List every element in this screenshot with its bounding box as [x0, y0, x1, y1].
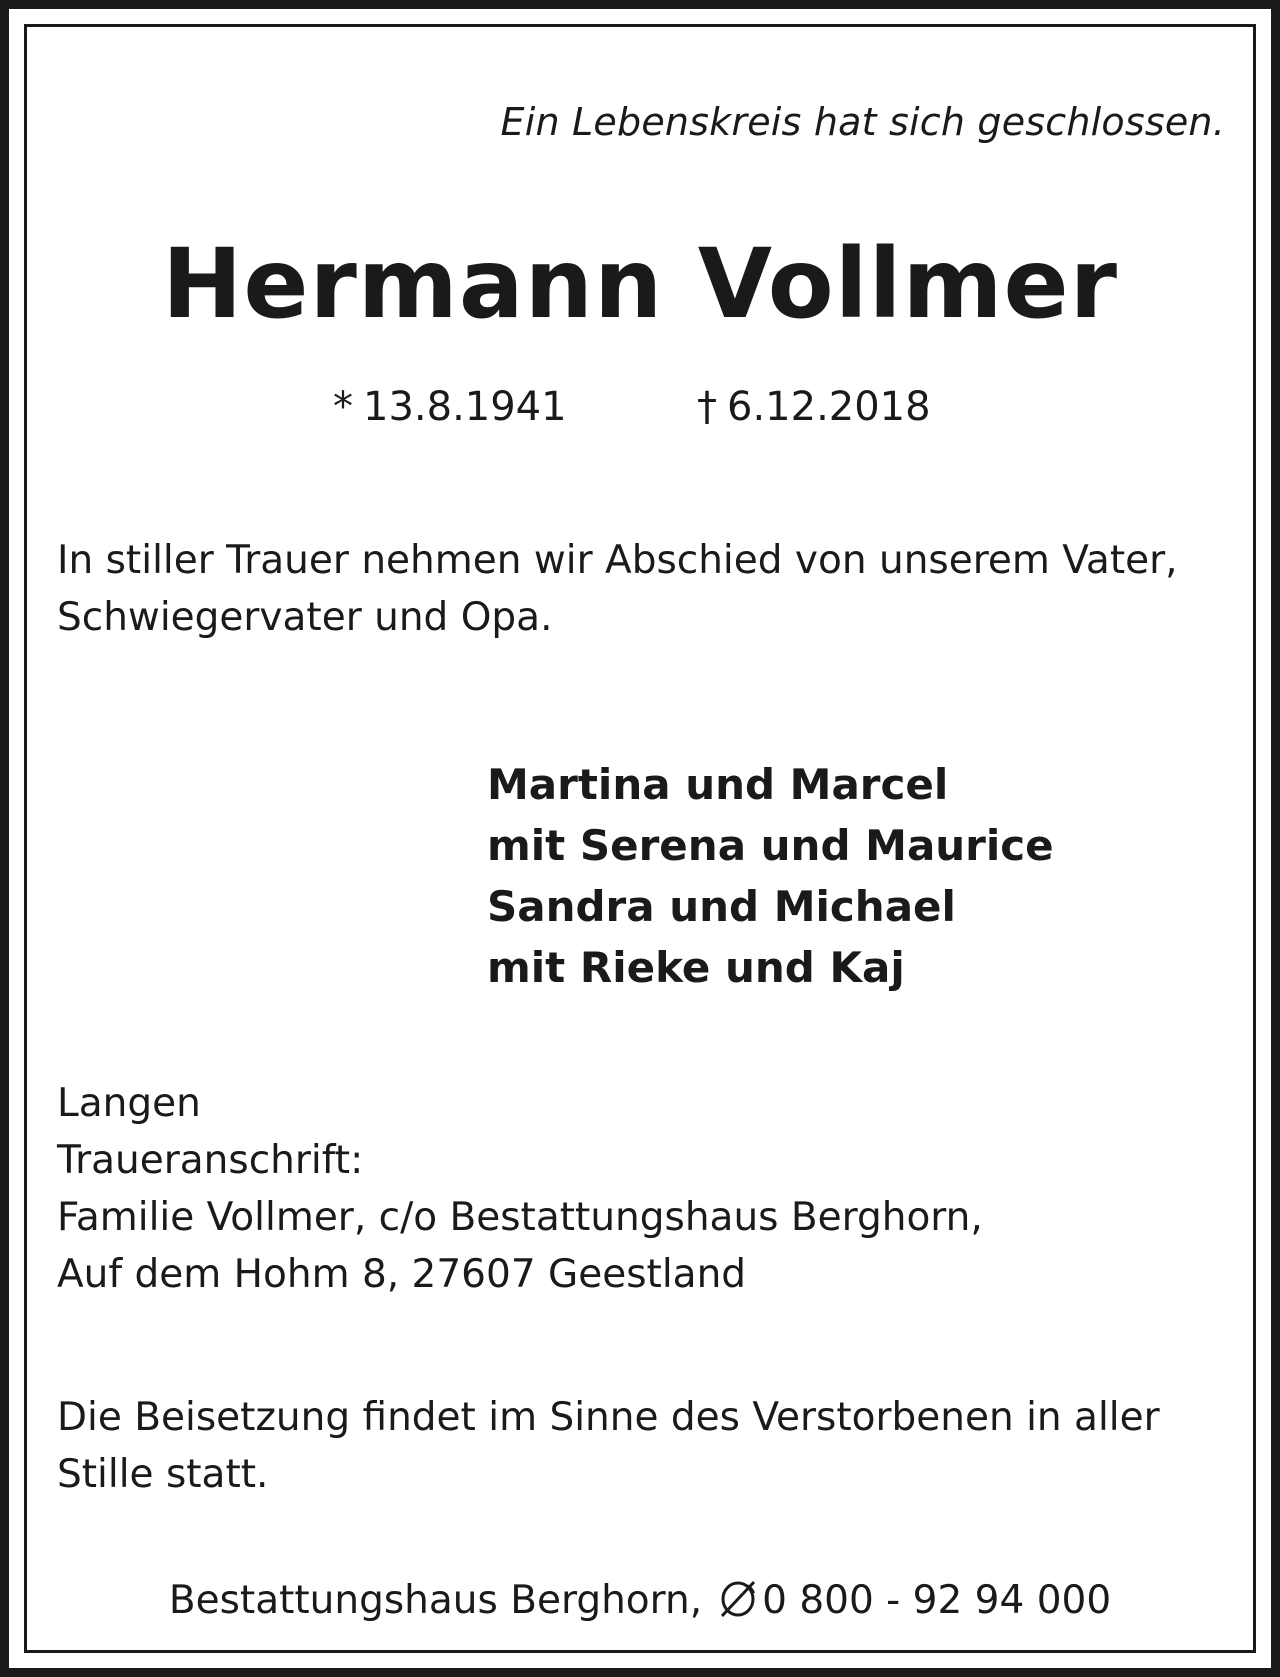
mourners-list [487, 754, 1054, 998]
burial-line: Stille statt. [57, 1452, 269, 1497]
phone-number: 0 800 - 92 94 000 [762, 1578, 1112, 1623]
death-cross-symbol: † [697, 384, 717, 430]
mourner-line: mit Serena und Maurice [487, 821, 1054, 870]
birth-symbol: * [333, 384, 353, 430]
intro-line: In stiller Trauer nehmen wir Abschied von unserem Vater, [57, 538, 1178, 583]
intro-text [57, 532, 1178, 646]
birth-date: 13.8.1941 [363, 384, 567, 430]
death-date: 6.12.2018 [727, 384, 931, 430]
birth-date-line [333, 384, 567, 430]
funeral-home-footer [0, 1578, 1280, 1629]
death-date-line [697, 384, 931, 430]
burial-notice [57, 1389, 1160, 1503]
intro-line: Schwiegervater und Opa. [57, 595, 553, 640]
deceased-name: Hermann Vollmer [161, 228, 1118, 340]
place-name: Langen [57, 1081, 201, 1126]
address-line: Auf dem Hohm 8, 27607 Geestland [57, 1252, 747, 1297]
mourner-line: Sandra und Michael [487, 882, 956, 931]
address-heading: Traueranschrift: [57, 1138, 364, 1183]
mourning-address [57, 1075, 983, 1303]
motto: Ein Lebenskreis hat sich geschlossen. [500, 100, 1225, 144]
mourner-line: mit Rieke und Kaj [487, 943, 905, 992]
burial-line: Die Beisetzung findet im Sinne des Verstorbenen in aller [57, 1395, 1160, 1440]
funeral-home-name: Bestattungshaus Berghorn, [168, 1578, 703, 1623]
mourner-line: Martina und Marcel [487, 760, 949, 809]
address-line: Familie Vollmer, c/o Bestattungshaus Berghorn, [57, 1195, 983, 1240]
phone-handset-icon [716, 1579, 760, 1629]
